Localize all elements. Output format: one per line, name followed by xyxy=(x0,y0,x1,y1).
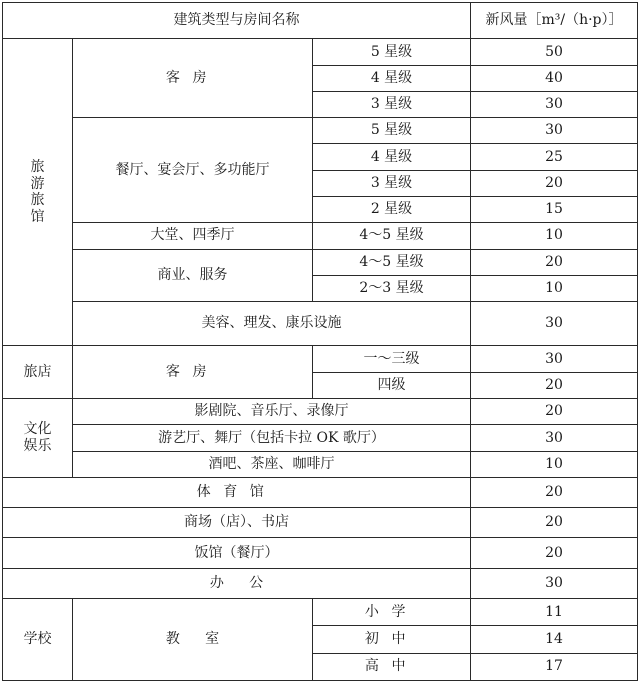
category-office: 办公 xyxy=(3,568,471,598)
value-cell: 30 xyxy=(471,425,638,451)
room-dining: 餐厅、宴会厅、多功能厅 xyxy=(73,118,313,223)
grade-cell: 3 星级 xyxy=(313,91,471,117)
grade-cell: 2～3 星级 xyxy=(313,275,471,301)
value-cell: 20 xyxy=(471,538,638,568)
table-row xyxy=(3,346,638,372)
grade-cell: 4 星级 xyxy=(313,65,471,91)
value-cell: 20 xyxy=(471,170,638,196)
table-row xyxy=(3,508,638,538)
value-cell: 40 xyxy=(471,65,638,91)
value-cell: 25 xyxy=(471,144,638,170)
table-row xyxy=(3,249,638,275)
value-cell: 20 xyxy=(471,477,638,507)
category-culture: 文化 娱乐 xyxy=(3,399,73,478)
table-row xyxy=(3,399,638,425)
table-row xyxy=(3,538,638,568)
room-theater: 影剧院、音乐厅、录像厅 xyxy=(73,399,471,425)
table-row xyxy=(3,223,638,249)
value-cell: 30 xyxy=(471,302,638,346)
table-row xyxy=(3,568,638,598)
value-cell: 15 xyxy=(471,196,638,222)
table-row xyxy=(3,118,638,144)
category-restaurant: 饭馆（餐厅） xyxy=(3,538,471,568)
room-arcade: 游艺厅、舞厅（包括卡拉 OK 歌厅） xyxy=(73,425,471,451)
table-row xyxy=(3,477,638,507)
grade-cell: 5 星级 xyxy=(313,39,471,65)
level-senior: 高中 xyxy=(313,653,471,680)
value-cell: 20 xyxy=(471,399,638,425)
grade-cell: 3 星级 xyxy=(313,170,471,196)
category-inn: 旅店 xyxy=(3,346,73,399)
level-junior: 初中 xyxy=(313,626,471,653)
grade-cell: 一～三级 xyxy=(313,346,471,372)
room-inn-guest-room: 客房 xyxy=(73,346,313,399)
value-cell: 10 xyxy=(471,223,638,249)
value-cell: 50 xyxy=(471,39,638,65)
room-beauty: 美容、理发、康乐设施 xyxy=(73,302,471,346)
grade-cell: 四级 xyxy=(313,372,471,398)
grade-cell: 4～5 星级 xyxy=(313,223,471,249)
fresh-air-table xyxy=(2,2,638,681)
grade-cell: 5 星级 xyxy=(313,118,471,144)
category-mall: 商场（店）、书店 xyxy=(3,508,471,538)
grade-cell: 4 星级 xyxy=(313,144,471,170)
header-category: 建筑类型与房间名称 xyxy=(3,3,471,39)
category-gym: 体育馆 xyxy=(3,477,471,507)
value-cell: 20 xyxy=(471,372,638,398)
value-cell: 17 xyxy=(471,653,638,680)
value-cell: 20 xyxy=(471,508,638,538)
level-primary: 小学 xyxy=(313,599,471,626)
room-classroom: 教室 xyxy=(73,599,313,681)
table-row xyxy=(3,599,638,626)
table-row xyxy=(3,451,638,477)
room-guest-room: 客房 xyxy=(73,39,313,118)
room-bar: 酒吧、茶座、咖啡厅 xyxy=(73,451,471,477)
value-cell: 30 xyxy=(471,118,638,144)
value-cell: 14 xyxy=(471,626,638,653)
room-lobby: 大堂、四季厅 xyxy=(73,223,313,249)
table-row xyxy=(3,302,638,346)
table-header-row xyxy=(3,3,638,39)
value-cell: 20 xyxy=(471,249,638,275)
grade-cell: 4～5 星级 xyxy=(313,249,471,275)
table-row xyxy=(3,425,638,451)
category-tourist-hotel: 旅 游 旅 馆 xyxy=(3,39,73,346)
grade-cell: 2 星级 xyxy=(313,196,471,222)
value-cell: 30 xyxy=(471,568,638,598)
header-fresh-air: 新风量［m³/（h·p）］ xyxy=(471,3,638,39)
value-cell: 10 xyxy=(471,451,638,477)
value-cell: 30 xyxy=(471,91,638,117)
category-school: 学校 xyxy=(3,599,73,681)
value-cell: 10 xyxy=(471,275,638,301)
value-cell: 30 xyxy=(471,346,638,372)
room-commerce: 商业、服务 xyxy=(73,249,313,302)
table-row xyxy=(3,39,638,65)
value-cell: 11 xyxy=(471,599,638,626)
